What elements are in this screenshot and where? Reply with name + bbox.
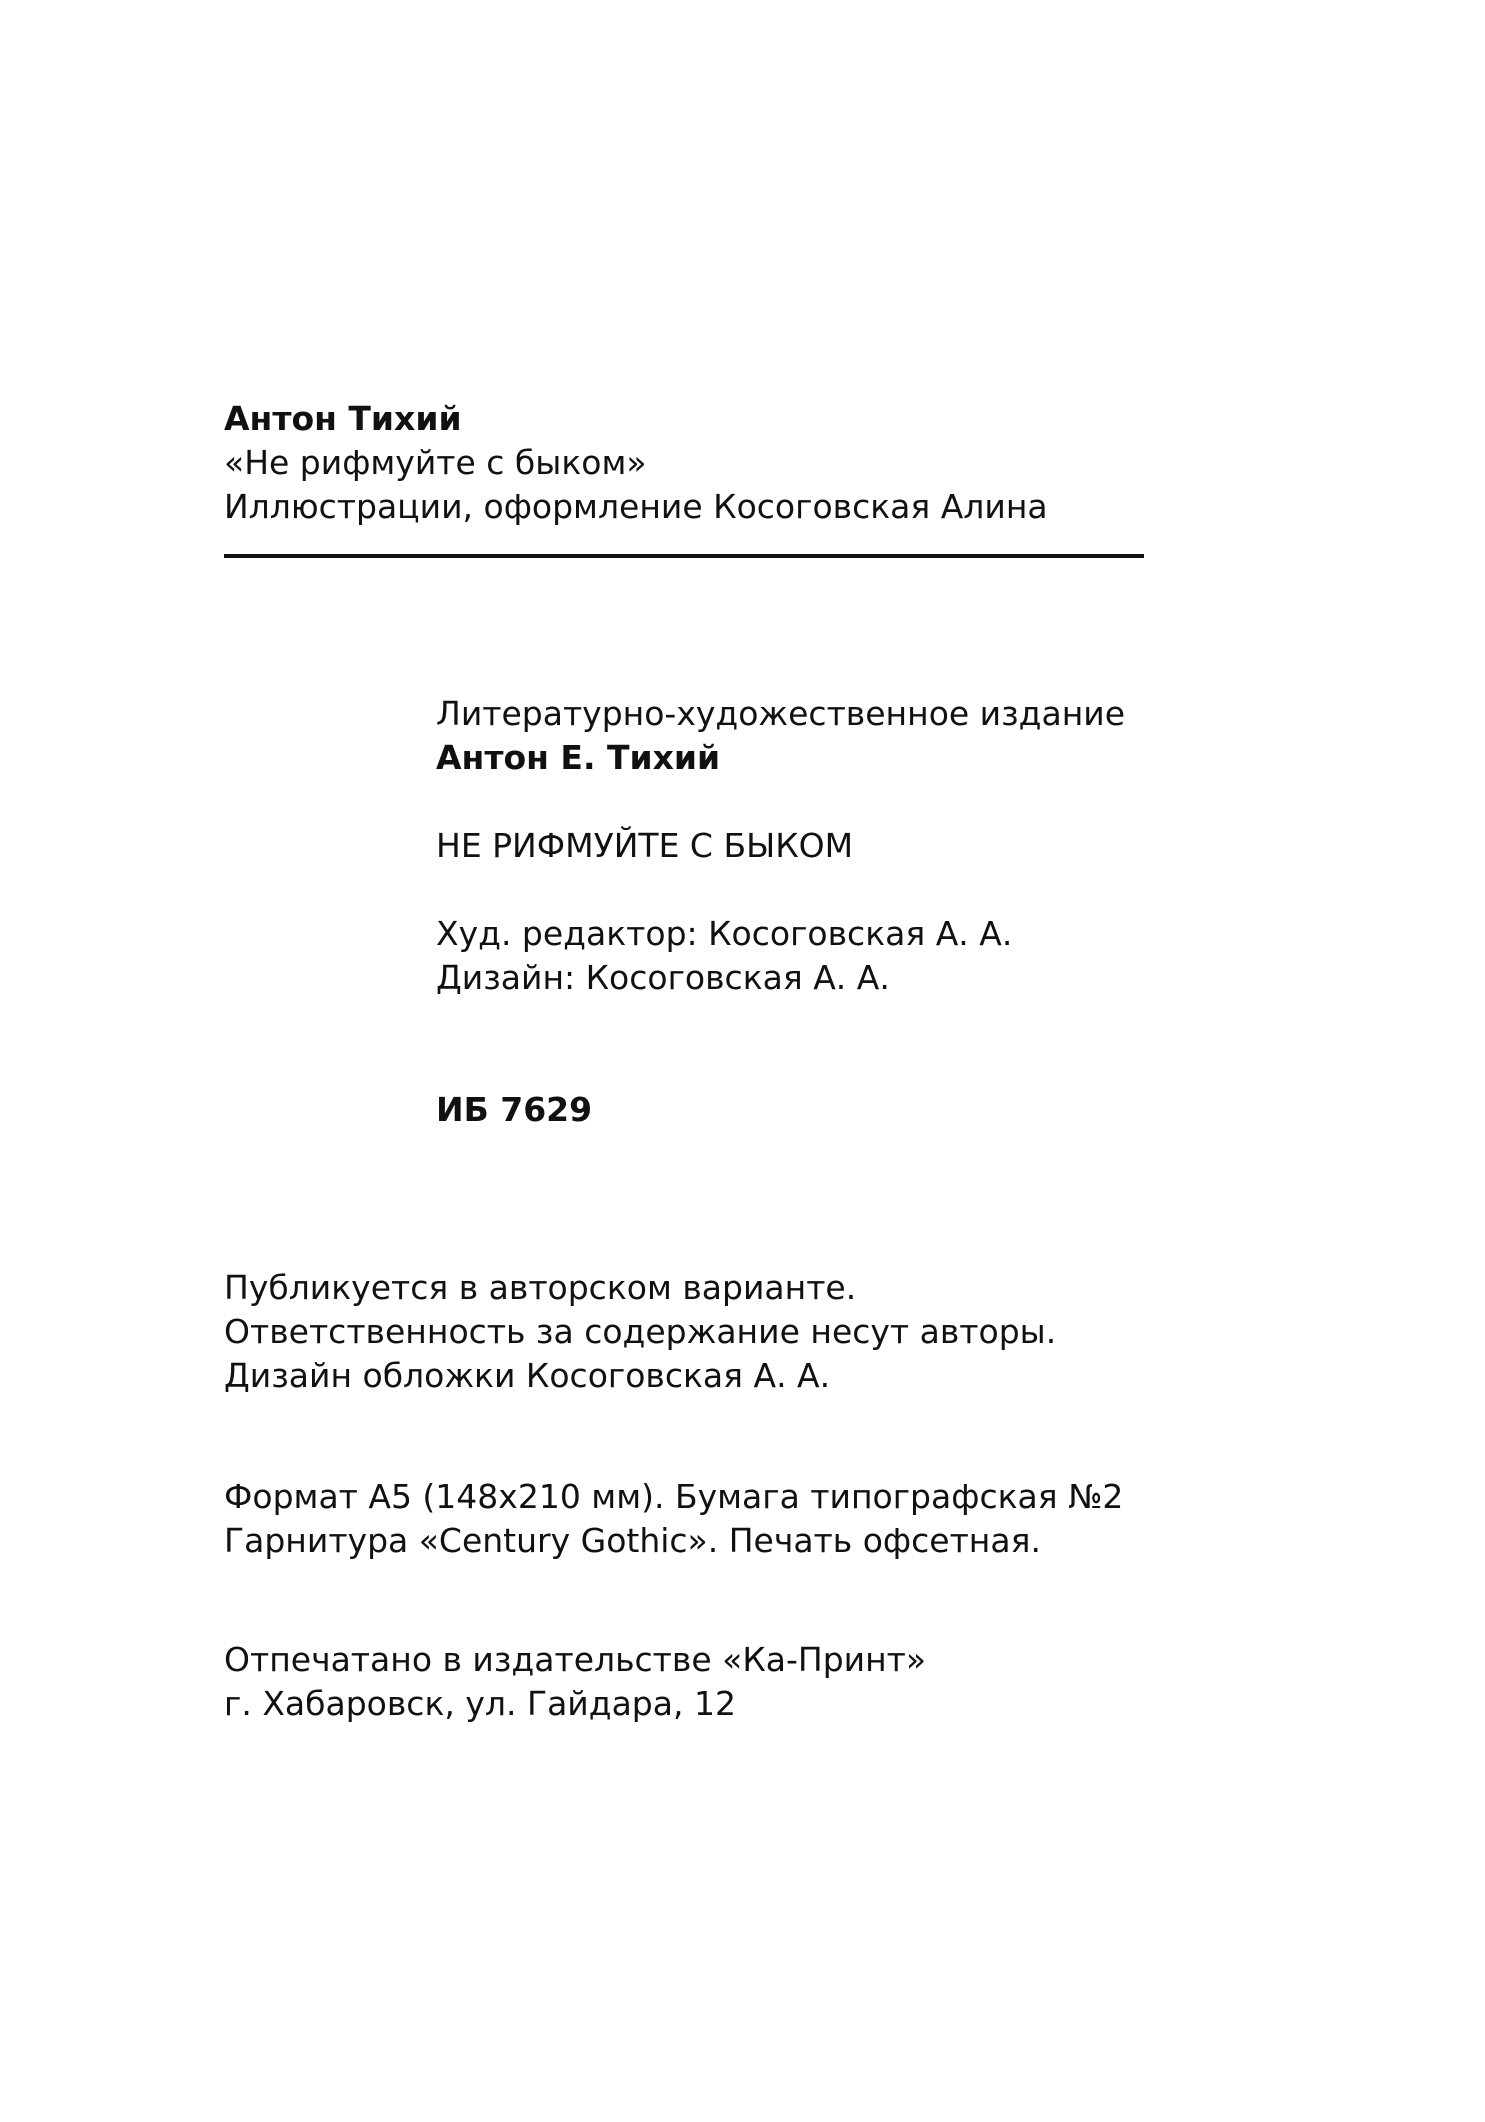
imprint-block [436, 692, 1125, 1132]
notes-line-3: Дизайн обложки Косоговская А. А. [224, 1356, 831, 1395]
ib-number: ИБ 7629 [436, 1090, 593, 1129]
format-line-2: Гарнитура «Century Gothic». Печать офсетная. [224, 1521, 1041, 1560]
publication-notes [224, 1266, 1056, 1398]
header-divider [224, 554, 1144, 558]
notes-line-2: Ответственность за содержание несут авторы. [224, 1312, 1057, 1351]
format-info [224, 1475, 1123, 1563]
author-full-name: Антон Е. Тихий [436, 738, 721, 777]
illustrations-credit: Иллюстрации, оформление Косоговская Алина [224, 487, 1048, 526]
printer-line-2: г. Хабаровск, ул. Гайдара, 12 [224, 1684, 736, 1723]
format-line-1: Формат А5 (148х210 мм). Бумага типографская №2 [224, 1477, 1124, 1516]
notes-line-1: Публикуется в авторском варианте. [224, 1268, 857, 1307]
design-credit: Дизайн: Косоговская А. А. [436, 958, 890, 997]
author-name: Антон Тихий [224, 399, 462, 438]
book-title: «Не рифмуйте с быком» [224, 443, 647, 482]
header-block [224, 397, 1048, 529]
title-caps: НЕ РИФМУЙТЕ С БЫКОМ [436, 826, 854, 865]
edition-type: Литературно-художественное издание [436, 694, 1126, 733]
printer-info [224, 1638, 926, 1726]
art-editor-credit: Худ. редактор: Косоговская А. А. [436, 914, 1013, 953]
printer-line-1: Отпечатано в издательстве «Ка-Принт» [224, 1640, 927, 1679]
